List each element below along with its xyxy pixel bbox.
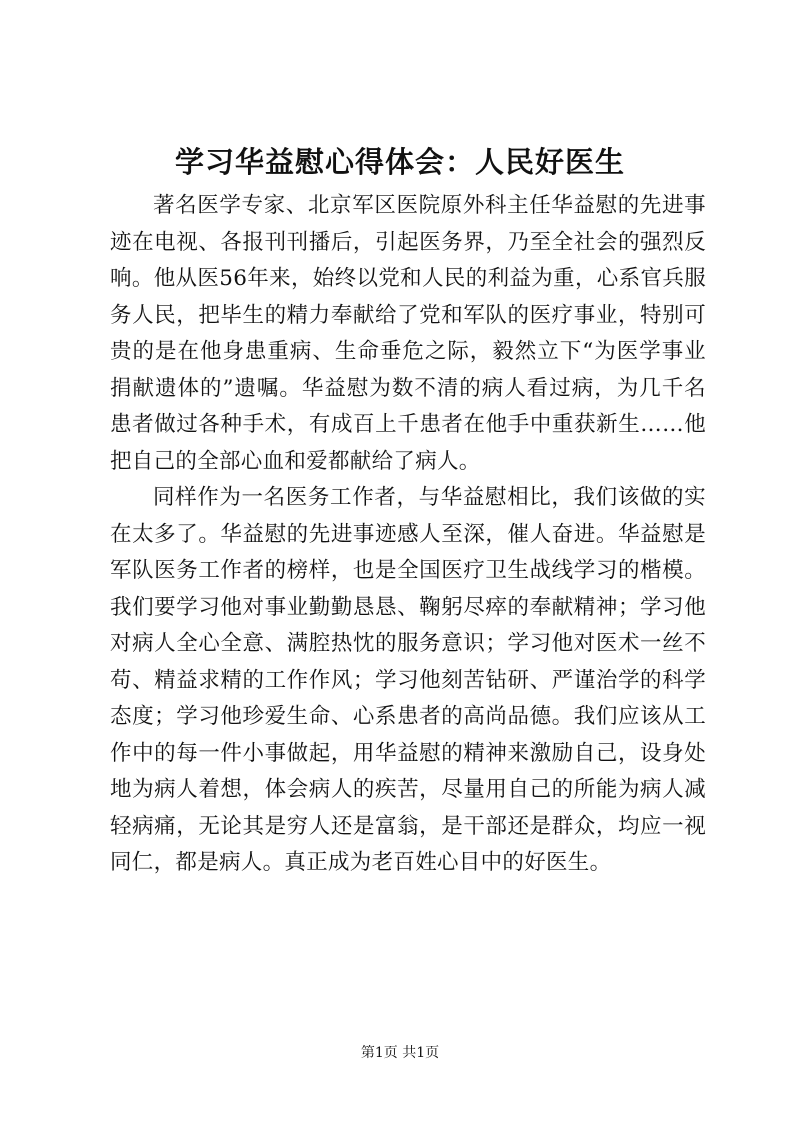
paragraph-2: 同样作为一名医务工作者，与华益慰相比，我们该做的实在太多了。华益慰的先进事迹感人至深，催人奋进。华益慰是军队医务工作者的榜样，也是全国医疗卫生战线学习的楷模。我们要学习他对事业勤勤恳恳、鞠躬尽瘁的奉献精神；学习他对病人全心全意、满腔热忱的服务意识；学习他对医术一丝不苟、精益求精的工作作风；学习他刻苦钻研、严谨治学的科学态度；学习他珍爱生命、心系患者的高尚品德。我们应该从工作中的每一件小事做起，用华益慰的精神来激励自己，设身处地为病人着想，体会病人的疾苦，尽量用自己的所能为病人减轻病痛，无论其是穷人还是富翁，是干部还是群众，均应一视同仁，都是病人。真正成为老百姓心目中的好医生。 <box>110 485 706 875</box>
paragraph-1: 著名医学专家、北京军区医院原外科主任华益慰的先进事迹在电视、各报刊刊播后，引起医务界，乃至全社会的强烈反响。他从医56年来，始终以党和人民的利益为重，心系官兵服务人民，把毕生的精力奉献给了党和军队的医疗事业，特别可贵的是在他身患重病、生命垂危之际，毅然立下“为医学事业捐献遗体的”遗嘱。华益慰为数不清的病人看过病，为几千名患者做过各种手术，有成百上千患者在他手中重获新生……他把自己的全部心血和爱都献给了病人。 <box>110 193 706 474</box>
page-footer: 第1页 共1页 <box>360 1045 440 1061</box>
document-body <box>110 188 706 882</box>
document-title: 学习华益慰心得体会：人民好医生 <box>174 145 625 179</box>
